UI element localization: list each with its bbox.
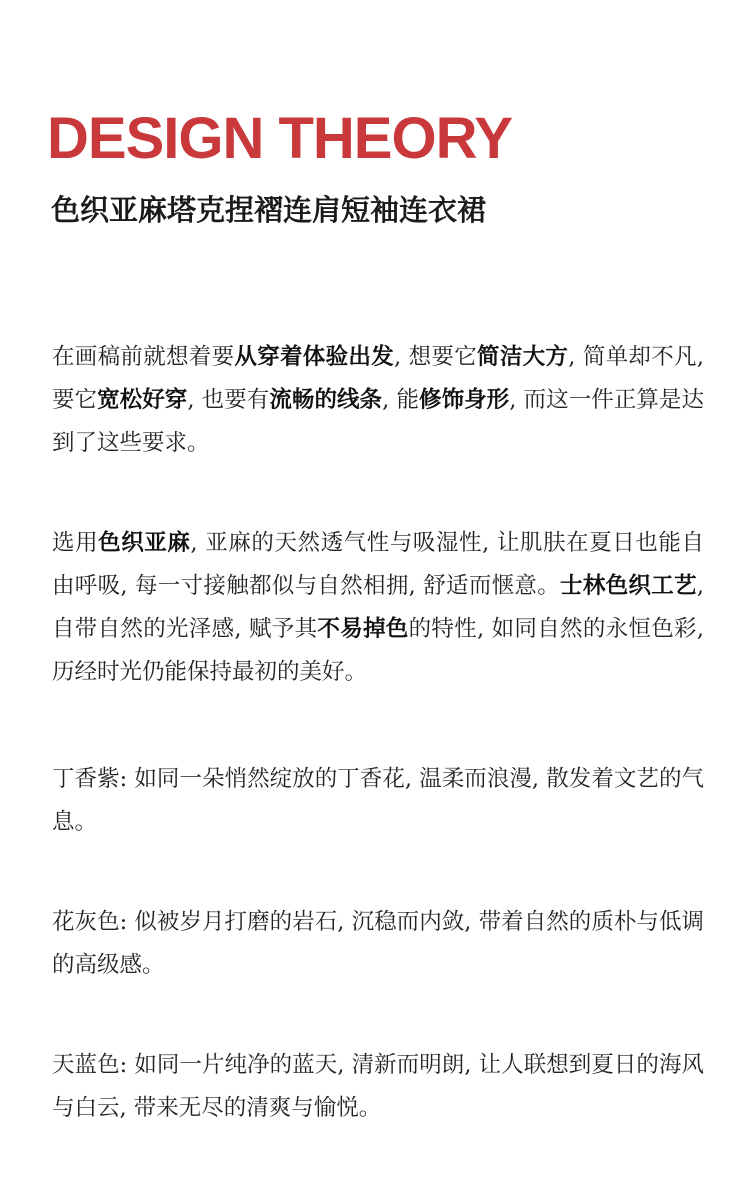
emphasis-text: 简洁大方 (477, 344, 569, 370)
body-text-segment: 丁香紫: 如同一朵悄然绽放的丁香花, 温柔而浪漫, 散发着文艺的气息。 (52, 766, 704, 835)
body-text-segment: 天蓝色: 如同一片纯净的蓝天, 清新而明朗, 让人联想到夏日的海风与白云, 带来无尽的清爽与愉悦。 (52, 1052, 704, 1121)
emphasis-text: 修饰身形 (419, 387, 510, 413)
body-text-segment: 在画稿前就想着要 (52, 344, 235, 370)
body-text-segment: 的特性, 如同自然的永恒色彩, 历经时光仍能保持最初的美好。 (52, 616, 704, 685)
emphasis-text: 色织亚麻 (98, 530, 191, 556)
body-text-segment: , 而这一件正算是达到了这些要求。 (52, 387, 704, 456)
design-theory-heading: DESIGN THEORY (47, 106, 513, 171)
emphasis-text: 不易掉色 (317, 616, 409, 642)
body-text-segment: , 自带自然的光泽感, 赋予其 (52, 573, 704, 642)
color-skyblue-paragraph (52, 1044, 704, 1130)
emphasis-text: 流畅的线条 (269, 387, 383, 413)
emphasis-text: 士林色织工艺 (560, 573, 697, 599)
design-intent-paragraph (52, 336, 704, 465)
emphasis-text: 从穿着体验出发 (234, 344, 394, 370)
body-text-segment: , 简单却不凡, 要它 (52, 344, 704, 413)
body-text-segment: , 能 (382, 387, 420, 413)
emphasis-text: 宽松好穿 (97, 387, 188, 413)
color-lilac-paragraph (52, 758, 704, 844)
product-name-subtitle: 色织亚麻塔克捏褶连肩短袖连衣裙 (51, 193, 487, 227)
color-grey-paragraph (52, 901, 704, 987)
body-text-segment: , 想要它 (394, 344, 478, 370)
body-text-segment: 花灰色: 似被岁月打磨的岩石, 沉稳而内敛, 带着自然的质朴与低调的高级感。 (52, 909, 704, 978)
body-text-segment: , 亚麻的天然透气性与吸湿性, 让肌肤在夏日也能自由呼吸, 每一寸接触都似与自然相拥, 舒适而惬意。 (52, 530, 704, 599)
fabric-paragraph (52, 522, 704, 694)
body-text-segment: 选用 (52, 530, 99, 556)
body-text-segment: , 也要有 (187, 387, 270, 413)
